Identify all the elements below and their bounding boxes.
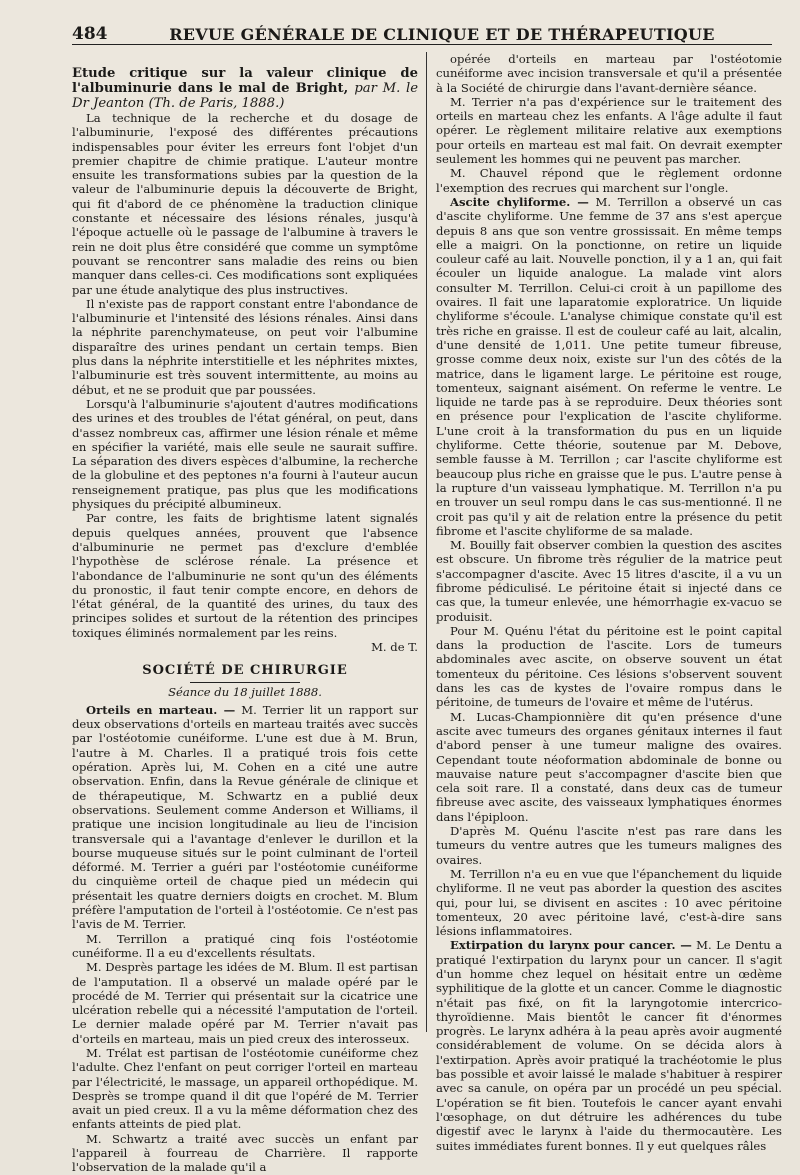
paragraph-text: M. Schwartz a traité avec succès un enfant par l'appareil à fourreau de Charrière. Il rapporte l'observation de la malade qu'il a [72, 1131, 418, 1175]
left-sections [72, 703, 418, 1175]
column-divider [426, 52, 427, 1032]
article-paragraph: Il n'existe pas de rapport constant entre l'abondance de l'albuminurie et l'intensité des lésions rénales. Ainsi dans la néphrite parenchymateuse, on peut voir l'albumine disparaître des urines pendant un certain temps. Bien plus dans la néphrite interstitielle et les néphrites mixtes, l'albuminurie est très souvent intermittente, au moins au début, et ne se produit que par poussées. [72, 296, 418, 397]
society-paragraph [72, 703, 418, 932]
left-column [72, 52, 419, 1175]
society-paragraph [436, 538, 782, 624]
paragraph-text: M. Terrier n'a pas d'expérience sur le traitement des orteils en marteau chez les enfants. A l'âge adulte il faut opérer. Le règlement militaire relative aux exemptions pour orteils en marteau est mal fait. On devrait exempter seulement les hommes qui ne peuvent pas marcher. [436, 94, 782, 167]
society-paragraph [436, 824, 782, 867]
society-paragraph [72, 1046, 418, 1132]
article-paragraph: Par contre, les faits de brightisme latent signalés depuis quelques années, prouvent que l'absence d'albuminurie ne permet pas d'exclure d'emblée l'hypothèse de sclérose rénale. La présence et l'abondance de l'albuminurie ne sont qu'un des éléments du pronostic, il faut tenir compte encore, en dehors de l'état général, de la quantité des urines, du taux des principes solides et surtout de la rétention des principes toxiques éliminés normalement par les reins. [72, 511, 418, 640]
paragraph-text: M. Desprès partage les idées de M. Blum. Il est partisan de l'amputation. Il a observé un malade opéré par le procédé de M. Terrier qui présentait sur la cicatrice une ulcération rebelle qui a nécessité l'amputation de l'orteil. Le dernier malade opéré par M. Terrier n'avait pas d'orteils en marteau, mais un pied creux des interosseux. [72, 960, 418, 1046]
paragraph-text: M. Terrillon n'a eu en vue que l'épanchement du liquide chyliforme. Il ne veut pas aborder la question des ascites qui, pour lui, se divisent en ascites : 10 avec péritoine tomenteux, 20 avec péritoine lavé, c'est-à-dire sans lésions inflammatoires. [436, 866, 782, 939]
society-paragraph [436, 867, 782, 938]
paragraph-text: M. Terrillon a observé un cas d'ascite chyliforme. Une femme de 37 ans s'est aperçue depuis 8 ans que son ventre grossissait. En même temps elle a maigri. On la ponctionne, on retire un liquide couleur café au lait. Nouvelle ponction, il y a 1 an, qui fait écouler un liquide analogue. La malade vint alors consulter M. Terrillon. Celui-ci croit à un papillome des ovaires. Il fait une laparatomie exploratrice. Un liquide chyliforme s'écoule. L'analyse chimique constate qu'il est très riche en graisse. Il est de couleur café au lait, alcalin, d'une densité de 1,011. Une petite tumeur fibreuse, grosse comme deux noix, existe sur l'un des côtés de la matrice, dans le ligament large. Le péritoine est rouge, tomenteux, saignant aisément. On referme le ventre. Le liquide ne tarde pas à se reproduire. Deux théories sont en présence pour l'explication de l'ascite chyliforme. L'une croit à la transformation du pus en un liquide chyliforme. Cette théorie, soutenue par M. Debove, semble fausse à M. Terrillon ; car l'ascite chyliforme est beaucoup plus riche en graisse que le pus. L'autre pense à la rupture d'un vaisseau lymphatique. M. Terrillon n'a pu en trouver un seul rompu dans le cas sus-mentionné. Il ne croit pas qu'il y ait de relation entre la présence du petit fibrome et l'ascite chyliforme de sa malade. [436, 194, 783, 538]
society-paragraph [436, 95, 782, 166]
article-paragraph: Lorsqu'à l'albuminurie s'ajoutent d'autres modifications des urines et des troubles de l'état général, on peut, dans d'assez nombreux cas, affirmer une lésion rénale et même en spécifier la variété, mais elle seule ne saurait suffire. La séparation des divers espèces d'albumine, la recherche de la globuline et des peptones n'a fourni à l'auteur aucun renseignement pratique, pas plus que les modifications physiques du précipité albumineux. [72, 396, 418, 512]
run-in-heading: Orteils en marteau. — [86, 702, 236, 717]
society-paragraph [72, 932, 418, 961]
society-paragraph [436, 52, 782, 95]
paragraph-text: M. Chauvel répond que le règlement ordonne l'exemption des recrues qui marchent sur l'ongle. [436, 166, 782, 195]
article-title [72, 66, 418, 111]
paragraph-text: M. Terrillon a pratiqué cinq fois l'ostéotomie cunéiforme. Il a eu d'excellents résultats. [72, 931, 418, 960]
page-header [72, 18, 772, 45]
right-sections [436, 52, 782, 1153]
society-paragraph [436, 624, 782, 710]
paragraph-text: M. Le Dentu a pratiqué l'extirpation du larynx pour un cancer. Il s'agit d'un homme chez lequel on hésitait entre un œdème syphilitique de la glotte et un cancer. Comme le diagnostic n'était pas fixé, on fit la laryngotomie intercrico-thyroïdienne. Mais bientôt le cancer fit d'énormes progrès. Le larynx adhéra à la peau après avoir augmenté considérablement de volume. On se décida alors à l'extirpation. Après avoir pratiqué la trachéotomie le plus bas possible et avoir laissé le malade s'habituer à respirer avec sa canule, on opéra par un procédé un peu spécial. L'opération se fit bien. Toutefois le cancer ayant envahi l'œsophage, on dut détruire les adhérences du tube digestif avec le larynx à l'aide du thermocautère. Les suites immédiates furent bonnes. Il y eut quelques râles [436, 938, 783, 1153]
paragraph-text: opérée d'orteils en marteau par l'ostéotomie cunéiforme avec incision transversale et qu'il a présentée à la Société de chirurgie dans l'avant-dernière séance. [436, 52, 782, 95]
paragraph-text: M. Trélat est partisan de l'ostéotomie cunéiforme chez l'adulte. Chez l'enfant on peut corriger l'orteil en marteau par l'électricité, le massage, un appareil orthopédique. M. Desprès se trompe quand il dit que l'opéré de M. Terrier avait un pied creux. Il a vu la même déformation chez des enfants atteints de pied plat. [72, 1046, 418, 1132]
article-byline: par M. le Dr Jeanton (Th. de Paris, 1888.) [72, 81, 419, 111]
society-paragraph [72, 1132, 418, 1175]
article-paragraph: La technique de la recherche et du dosage de l'albuminurie, l'exposé des différentes précautions indispensables pour éviter les erreurs font l'objet d'un premier chapitre de chimie pratique. L'auteur montre ensuite les transformations subies par la question de la valeur de l'albuminurie depuis la découverte de Bright, qui fit d'abord de ce phénomène la traduction clinique constante et nécessaire des lésions rénales, jusqu'à l'époque actuelle où le passage de l'albumine à travers le rein ne doit plus être considéré que comme un symptôme pouvant se rencontrer sans maladie des reins ou bien manquer dans celles-ci. Ces modifications sont expliquées par une étude analytique des plus instructives. [72, 111, 418, 297]
run-in-heading: Ascite chyliforme. — [450, 194, 589, 209]
society-paragraph [436, 195, 782, 538]
paragraph-text: M. Terrier lit un rapport sur deux observations d'orteils en marteau traités avec succès par l'ostéotomie cunéiforme. L'une est due à M. Brun, l'autre à M. Charles. Il a pratiqué trois fois cette opération. Après lui, M. Cohen en a cité une autre observation. Enfin, dans la Revue générale de clinique et de thérapeutique, M. Schwartz en a publié deux observations. Seulement comme Anderson et Williams, il pratique une incision longitudinale au lieu de l'incision transversale qui a l'avantage d'enlever le durillon et la bourse muqueuse situés sur le point culminant de l'orteil déformé. M. Terrier a guéri par l'ostéotomie cunéiforme du cinquième orteil de chaque pied un médecin qui présentait les quatre derniers doigts en crochet. M. Blum préfère l'amputation de l'orteil à l'ostéotomie. Ce n'est pas l'avis de M. Terrier. [72, 702, 418, 932]
page-number: 484 [72, 24, 108, 44]
session-date: Séance du 18 juillet 1888. [168, 684, 322, 699]
right-column [436, 52, 783, 1153]
society-heading: SOCIÉTÉ DE CHIRURGIE [142, 663, 348, 679]
society-paragraph [72, 960, 418, 1046]
paragraph-text: M. Lucas-Championnière dit qu'en présence d'une ascite avec tumeurs des organes génitaux internes il faut d'abord penser à une tumeur maligne des ovaires. Cependant toute néoformation abdominale de bonne ou mauvaise nature peut s'accompagner d'ascite bien que cela soit rare. Il a constaté, dans deux cas de tumeur fibreuse avec ascite, des vaisseaux lymphatiques énormes dans l'épiploon. [436, 709, 782, 824]
paragraph-text: Pour M. Quénu l'état du péritoine est le point capital dans la production de l'ascite. Lors de tumeurs abdominales avec ascite, on observe souvent un état tomenteux du péritoine. Ces lésions s'observent souvent dans les cas de kystes de l'ovaire rompus dans le péritoine, de tumeurs de l'ovaire et même de l'utérus. [436, 623, 782, 710]
society-paragraph [436, 938, 782, 1152]
article-title-text: Etude critique sur la valeur clinique de l'albuminurie dans le mal de Bright, [72, 66, 418, 96]
society-paragraph [436, 166, 782, 195]
paragraph-text: D'après M. Quénu l'ascite n'est pas rare dans les tumeurs du ventre autres que les tumeurs malignes des ovaires. [436, 824, 782, 867]
running-title: REVUE GÉNÉRALE DE CLINIQUE ET DE THÉRAPEUTIQUE [169, 25, 715, 44]
society-paragraph [436, 710, 782, 824]
run-in-heading: Extirpation du larynx pour cancer. — [450, 938, 692, 953]
section-rule [190, 682, 300, 683]
paragraph-text: M. Bouilly fait observer combien la question des ascites est obscure. Un fibrome très régulier de la matrice peut s'accompagner d'ascite. Avec 15 litres d'ascite, il a vu un fibrome pédiculisé. Le péritoine était si injecté dans ce cas que, la tumeur enlevée, une hémorrhagie ex-vacuo se produisit. [436, 538, 782, 624]
article-signature: M. de T. [371, 639, 418, 654]
